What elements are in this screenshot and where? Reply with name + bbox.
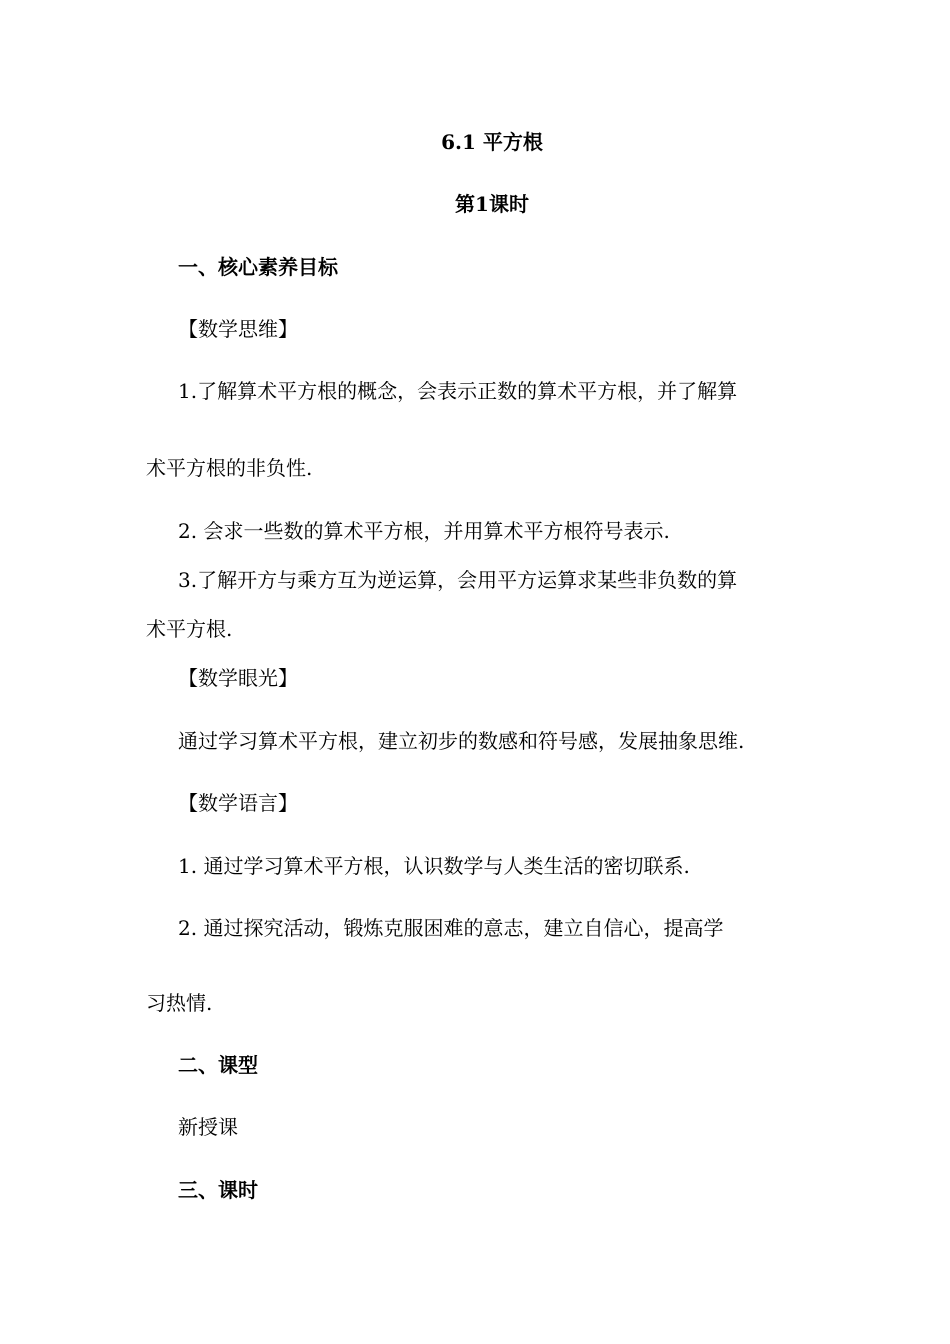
section-heading-periods: 三、课时	[178, 1178, 258, 1202]
thinking-item-2: 2. 会求一些数的算术平方根，并用算术平方根符号表示.	[178, 519, 670, 543]
language-item-2-line-2: 习热情.	[146, 991, 213, 1015]
section-heading-type: 二、课型	[178, 1053, 258, 1077]
thinking-item-3-line-1: 3.了解开方与乘方互为逆运算，会用平方运算求某些非负数的算	[178, 568, 738, 592]
language-item-2-line-1: 2. 通过探究活动，锻炼克服困难的意志，建立自信心，提高学	[178, 916, 724, 940]
thinking-item-1-line-2: 术平方根的非负性.	[146, 456, 313, 480]
thinking-item-1-line-1: 1.了解算术平方根的概念，会表示正数的算术平方根，并了解算	[178, 379, 738, 403]
subsection-label-language: 【数学语言】	[178, 791, 298, 815]
lesson-type-text: 新授课	[178, 1115, 238, 1139]
thinking-item-3-line-2: 术平方根.	[146, 617, 233, 641]
lesson-period: 第1课时	[455, 192, 529, 216]
vision-text: 通过学习算术平方根，建立初步的数感和符号感，发展抽象思维.	[178, 729, 745, 753]
subsection-label-thinking: 【数学思维】	[178, 317, 298, 341]
language-item-1: 1. 通过学习算术平方根，认识数学与人类生活的密切联系.	[178, 854, 690, 878]
subsection-label-vision: 【数学眼光】	[178, 666, 298, 690]
section-heading-goals: 一、核心素养目标	[178, 255, 338, 279]
document-title: 6.1 平方根	[441, 130, 543, 154]
